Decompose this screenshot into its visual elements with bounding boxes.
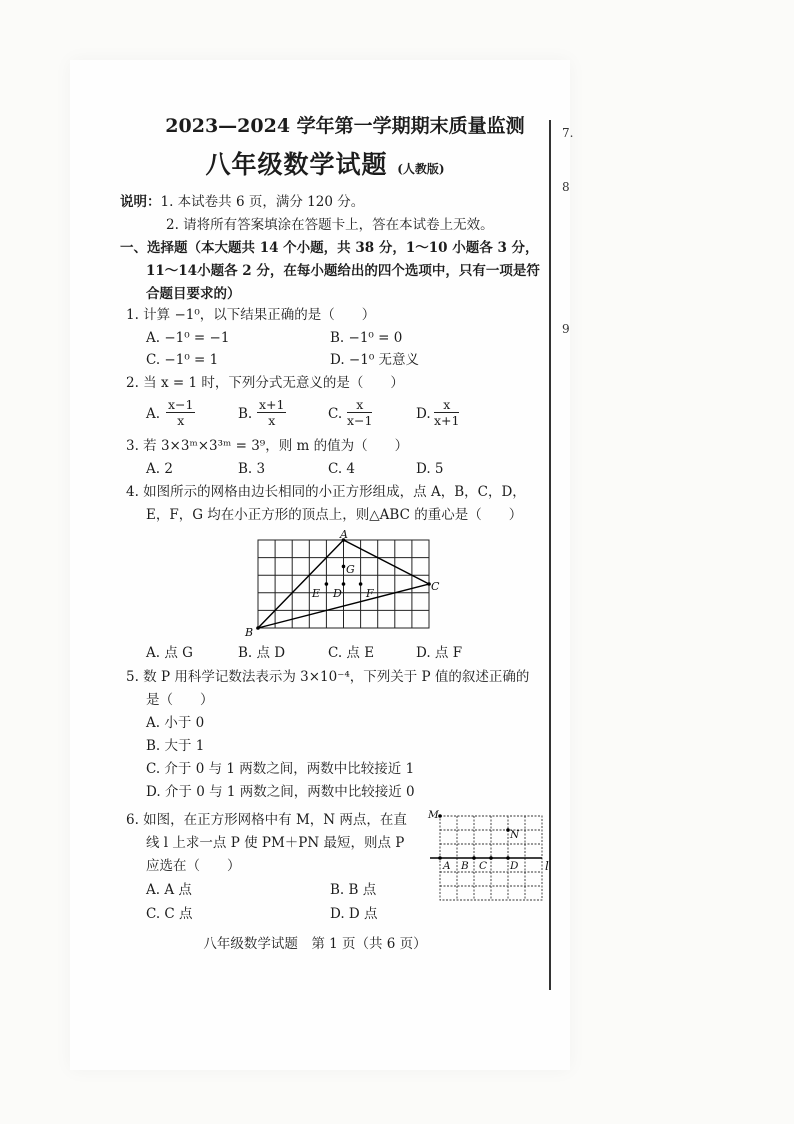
point-label-a: A [340,528,348,541]
q2-option-b-fraction: $\frac{x+1}{x}$ [259,397,285,428]
point-label-e: E [312,587,321,600]
q5-stem-2: 是（ ） [146,692,214,708]
edge-question-number: 8 [562,180,570,194]
q6-option-a: A. A 点 [146,882,192,898]
point-label-n: N [510,829,520,841]
q5-option-b: B. 大于 1 [146,738,205,754]
notes-label: 说明： [120,194,161,210]
q2-option-d-fraction: $\frac{x}{x+1}$ [434,397,460,428]
q4-option-c: C. 点 E [328,645,375,661]
notes-item-2: 2. 请将所有答案填涂在答题卡上，答在本试卷上无效。 [166,217,494,233]
point-label-d: D [510,860,519,872]
point-label-c: C [479,860,488,872]
q6-option-b: B. B 点 [330,882,377,898]
q4-option-a: A. 点 G [146,645,193,661]
q6-stem-3: 应选在（ ） [146,858,241,874]
point-label-g: G [346,563,355,576]
point-label-m: M [428,809,439,821]
q6-stem-1: 6. 如图，在正方形网格中有 M，N 两点，在直 [126,812,407,828]
q1-option-d: D. −1⁰ 无意义 [330,352,420,368]
edge-question-number: 9 [562,322,570,336]
q3-option-a: A. 2 [146,461,173,477]
q6-grid-figure [424,808,554,904]
point-label-d: D [333,587,342,600]
q2-option-c-label: C. [328,406,343,422]
q5-option-a: A. 小于 0 [146,715,205,731]
q3-option-d: D. 5 [416,461,444,477]
page-footer: 八年级数学试题 第 1 页（共 6 页） [203,936,427,952]
exam-title: 2023—2024 学年第一学期期末质量监测 [165,115,525,137]
q3-option-c: C. 4 [328,461,356,477]
q6-option-d: D. D 点 [330,906,378,922]
q2-option-a-label: A. [146,406,161,422]
q2-option-c-fraction: $\frac{x}{x-1}$ [347,397,373,428]
q2-option-a-fraction: $\frac{x-1}{x}$ [168,397,194,428]
section-1-heading: 一、选择题（本大题共 14 个小题，共 38 分，1～10 小题各 3 分， [120,240,539,256]
notes-item-1: 1. 本试卷共 6 页，满分 120 分。 [160,194,365,210]
q5-stem-1: 5. 数 P 用科学记数法表示为 3×10⁻⁴，下列关于 P 值的叙述正确的 [126,669,530,685]
q4-grid-figure [240,528,446,640]
q6-stem-2: 线 l 上求一点 P 使 PM＋PN 最短，则点 P [146,835,405,851]
q4-option-b: B. 点 D [238,645,286,661]
point-label-b: B [461,860,469,872]
q1-option-c: C. −1⁰ = 1 [146,352,219,368]
q3-option-b: B. 3 [238,461,266,477]
q2-option-d-label: D. [416,406,431,422]
section-1-heading-2: 11～14小题各 2 分，在每小题给出的四个选项中，只有一项是符 [146,263,540,279]
q4-stem-2: E，F，G 均在小正方形的顶点上，则△ABC 的重心是（ ） [146,507,523,523]
q4-option-d: D. 点 F [416,645,463,661]
q4-stem-1: 4. 如图所示的网格由边长相同的小正方形组成，点 A，B，C，D， [126,484,526,500]
subject-title: 八年级数学试题 [205,150,388,179]
line-label-l: l [545,859,549,873]
point-label-a: A [443,860,451,872]
q6-option-c: C. C 点 [146,906,193,922]
point-label-b: B [245,626,254,639]
q1-option-a: A. −1⁰ = −1 [146,330,230,346]
point-label-f: F [366,587,374,600]
point-label-c: C [431,580,440,593]
q2-option-b-label: B. [238,406,253,422]
edge-question-number: 7. [562,126,574,140]
section-1-heading-3: 合题目要求的） [146,286,241,302]
q2-stem: 2. 当 x = 1 时，下列分式无意义的是（ ） [126,375,404,391]
exam-subtitle [0,150,650,179]
q5-option-d: D. 介于 0 与 1 两数之间，两数中比较接近 0 [146,784,415,800]
q1-option-b: B. −1⁰ = 0 [330,330,403,346]
edition-label: (人教版) [397,162,445,176]
notes-line-1 [120,192,364,212]
q5-option-c: C. 介于 0 与 1 两数之间，两数中比较接近 1 [146,761,415,777]
q1-stem: 1. 计算 −1⁰，以下结果正确的是（ ） [126,307,376,323]
q3-stem: 3. 若 3×3ᵐ×3³ᵐ = 3⁹，则 m 的值为（ ） [126,438,409,454]
